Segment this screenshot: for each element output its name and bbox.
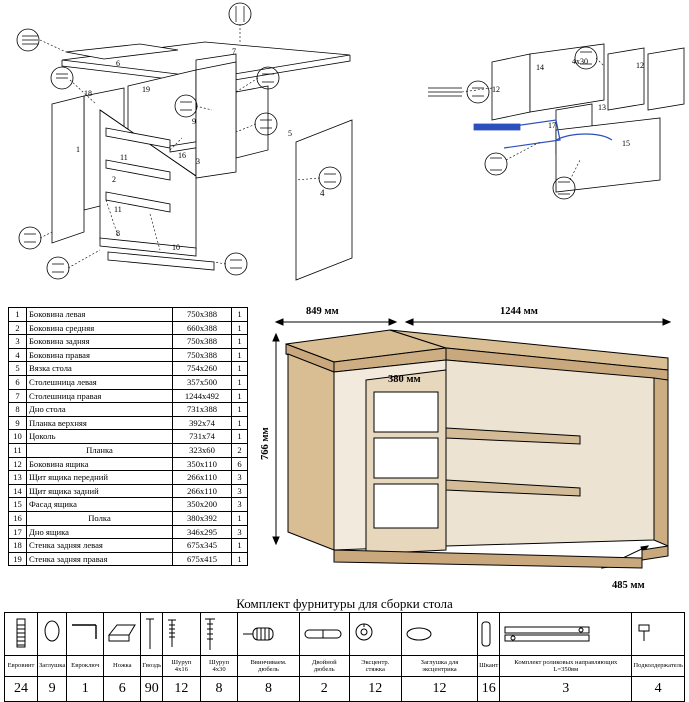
hardware-count: 9: [38, 677, 67, 702]
part-dim: 380x392: [173, 511, 232, 525]
screw-in-icon: [238, 613, 299, 656]
part-index: 19: [9, 552, 27, 566]
part-qty: 1: [232, 375, 248, 389]
part-dim: 1244x492: [173, 389, 232, 403]
svg-text:12: 12: [492, 85, 500, 94]
table-row: [9, 335, 248, 349]
svg-text:2: 2: [112, 175, 116, 184]
part-dim: 350x110: [173, 457, 232, 471]
svg-text:14: 14: [536, 63, 544, 72]
part-name: Боковина задняя: [27, 335, 173, 349]
hardware-label: Эксцентр. стяжка: [349, 656, 401, 677]
part-dim: 266x110: [173, 471, 232, 485]
table-row: [9, 430, 248, 444]
svg-text:9: 9: [192, 117, 196, 126]
svg-text:3: 3: [196, 157, 200, 166]
part-name: Планка: [27, 443, 173, 457]
cap-icon: [38, 613, 67, 656]
part-dim: 323x60: [173, 443, 232, 457]
hardware-count: 1: [67, 677, 104, 702]
part-name: Стенка задняя правая: [27, 552, 173, 566]
cam-lock-icon: [349, 613, 401, 656]
double-dowel-icon: [299, 613, 349, 656]
part-index: 7: [9, 389, 27, 403]
part-qty: 3: [232, 525, 248, 539]
hardware-icon-row: [5, 613, 685, 656]
hardware-count: 90: [141, 677, 163, 702]
part-qty: 1: [232, 511, 248, 525]
screw-4x30-icon: [200, 613, 238, 656]
table-row: [9, 348, 248, 362]
svg-text:11: 11: [120, 153, 128, 162]
hardware-count: 4: [632, 677, 685, 702]
part-qty: 2: [232, 443, 248, 457]
part-name: Дно стола: [27, 403, 173, 417]
part-index: 9: [9, 416, 27, 430]
hardware-count-row: [5, 677, 685, 702]
part-index: 3: [9, 335, 27, 349]
svg-text:19: 19: [142, 85, 150, 94]
svg-text:12: 12: [636, 61, 644, 70]
part-name: Вязка стола: [27, 362, 173, 376]
part-dim: 675x415: [173, 552, 232, 566]
dim-total-width: 1244 мм: [500, 306, 538, 317]
part-dim: 350x200: [173, 498, 232, 512]
part-qty: 3: [232, 498, 248, 512]
table-row: [9, 539, 248, 553]
part-qty: 6: [232, 457, 248, 471]
part-dim: 754x260: [173, 362, 232, 376]
part-name: Боковина ящика: [27, 457, 173, 471]
euro-key-icon: [67, 613, 104, 656]
dowel-icon: [478, 613, 500, 656]
part-name: Полка: [27, 511, 173, 525]
part-dim: 750x388: [173, 335, 232, 349]
part-qty: 1: [232, 321, 248, 335]
slide-set-icon: [500, 613, 632, 656]
part-dim: 266x110: [173, 484, 232, 498]
svg-text:15: 15: [622, 139, 630, 148]
euro-screw-icon: [5, 613, 38, 656]
svg-text:5: 5: [288, 129, 292, 138]
svg-text:18: 18: [84, 89, 92, 98]
svg-text:17: 17: [548, 121, 556, 130]
hardware-label: Евровинт: [5, 656, 38, 677]
svg-text:13: 13: [598, 103, 606, 112]
dim-height: 766 мм: [260, 427, 271, 460]
part-dim: 392x74: [173, 416, 232, 430]
screw-4x16-icon: [163, 613, 201, 656]
part-index: 2: [9, 321, 27, 335]
hardware-count: 2: [299, 677, 349, 702]
table-row: [9, 511, 248, 525]
hardware-label: Заглушка: [38, 656, 67, 677]
hardware-label: Шуруп 4х16: [163, 656, 201, 677]
part-index: 4: [9, 348, 27, 362]
hardware-label: Ножка: [104, 656, 141, 677]
dim-left-width: 849 мм: [306, 306, 339, 317]
table-row: [9, 443, 248, 457]
hardware-section-title: Комплект фурнитуры для сборки стола: [236, 596, 453, 611]
parts-table-body: [9, 308, 248, 566]
svg-text:4x30: 4x30: [572, 57, 588, 66]
table-row: [9, 498, 248, 512]
hardware-label: Шкант: [478, 656, 500, 677]
part-index: 1: [9, 308, 27, 322]
svg-text:1: 1: [76, 145, 80, 154]
table-row: [9, 471, 248, 485]
nail-icon: [141, 613, 163, 656]
part-index: 18: [9, 539, 27, 553]
part-name: Столешница левая: [27, 375, 173, 389]
table-row: [9, 484, 248, 498]
hardware-count: 12: [349, 677, 401, 702]
part-index: 13: [9, 471, 27, 485]
table-row: [9, 321, 248, 335]
hardware-count: 3: [500, 677, 632, 702]
part-qty: 1: [232, 348, 248, 362]
table-row: [9, 416, 248, 430]
part-dim: 660x388: [173, 321, 232, 335]
part-name: Цоколь: [27, 430, 173, 444]
table-row: [9, 389, 248, 403]
part-qty: 1: [232, 539, 248, 553]
part-dim: 346x295: [173, 525, 232, 539]
hardware-table: [4, 612, 685, 702]
part-index: 12: [9, 457, 27, 471]
part-name: Щит ящика задний: [27, 484, 173, 498]
part-qty: 3: [232, 484, 248, 498]
svg-text:4: 4: [320, 188, 325, 198]
table-row: [9, 525, 248, 539]
table-row: [9, 552, 248, 566]
svg-text:11: 11: [114, 205, 122, 214]
part-index: 15: [9, 498, 27, 512]
dim-base-depth: 485 мм: [612, 580, 645, 591]
part-dim: 750x388: [173, 348, 232, 362]
hardware-count: 8: [200, 677, 238, 702]
hardware-count: 12: [163, 677, 201, 702]
part-index: 16: [9, 511, 27, 525]
part-index: 11: [9, 443, 27, 457]
part-name: Щит ящика передний: [27, 471, 173, 485]
part-name: Планка верхняя: [27, 416, 173, 430]
part-name: Фасад ящика: [27, 498, 173, 512]
part-qty: 1: [232, 552, 248, 566]
cup-holder-icon: [632, 613, 685, 656]
part-name: Стенка задняя левая: [27, 539, 173, 553]
hardware-count: 6: [104, 677, 141, 702]
hardware-count: 8: [238, 677, 299, 702]
part-qty: 3: [232, 471, 248, 485]
foot-icon: [104, 613, 141, 656]
table-row: [9, 362, 248, 376]
hardware-label: Евроключ: [67, 656, 104, 677]
part-qty: 1: [232, 430, 248, 444]
part-dim: 731x388: [173, 403, 232, 417]
part-dim: 731x74: [173, 430, 232, 444]
assembled-desk-view: [250, 300, 689, 592]
part-name: Боковина правая: [27, 348, 173, 362]
part-name: Дно ящика: [27, 525, 173, 539]
dim-shelf-depth: 380 мм: [388, 374, 421, 385]
hardware-count: 16: [478, 677, 500, 702]
table-row: [9, 375, 248, 389]
part-qty: 1: [232, 362, 248, 376]
hardware-label: Комплект роликовых направляющих L=350вм: [500, 656, 632, 677]
hardware-label: Заглушка для эксцентрика: [401, 656, 477, 677]
svg-text:16: 16: [178, 151, 186, 160]
hardware-label: Гвоздь: [141, 656, 163, 677]
part-index: 5: [9, 362, 27, 376]
part-index: 17: [9, 525, 27, 539]
assembled-desk-svg: [250, 300, 689, 592]
hardware-label-row: [5, 656, 685, 677]
part-index: 10: [9, 430, 27, 444]
part-qty: 1: [232, 335, 248, 349]
part-dim: 357x500: [173, 375, 232, 389]
hardware-count: 24: [5, 677, 38, 702]
svg-text:6: 6: [116, 59, 120, 68]
part-index: 14: [9, 484, 27, 498]
table-row: [9, 403, 248, 417]
part-index: 8: [9, 403, 27, 417]
part-qty: 1: [232, 308, 248, 322]
part-qty: 1: [232, 416, 248, 430]
exploded-assembly-diagram: [0, 0, 689, 300]
part-index: 6: [9, 375, 27, 389]
parts-table: [8, 307, 248, 566]
hardware-label: Шуруп 4х30: [200, 656, 238, 677]
svg-text:10: 10: [172, 243, 180, 252]
exploded-diagram-svg: [0, 0, 689, 300]
hardware-label: Подколдержатель: [632, 656, 685, 677]
table-row: [9, 308, 248, 322]
part-dim: 675x345: [173, 539, 232, 553]
part-qty: 1: [232, 403, 248, 417]
part-name: Боковина средняя: [27, 321, 173, 335]
cam-cap-icon: [401, 613, 477, 656]
svg-text:8: 8: [116, 229, 120, 238]
part-qty: 1: [232, 389, 248, 403]
svg-text:7: 7: [232, 47, 236, 56]
part-name: Столешница правая: [27, 389, 173, 403]
hardware-count: 12: [401, 677, 477, 702]
part-name: Боковина левая: [27, 308, 173, 322]
hardware-label: Ввинчиваем. дюбель: [238, 656, 299, 677]
table-row: [9, 457, 248, 471]
hardware-label: Двойной дюбель: [299, 656, 349, 677]
part-dim: 750x388: [173, 308, 232, 322]
